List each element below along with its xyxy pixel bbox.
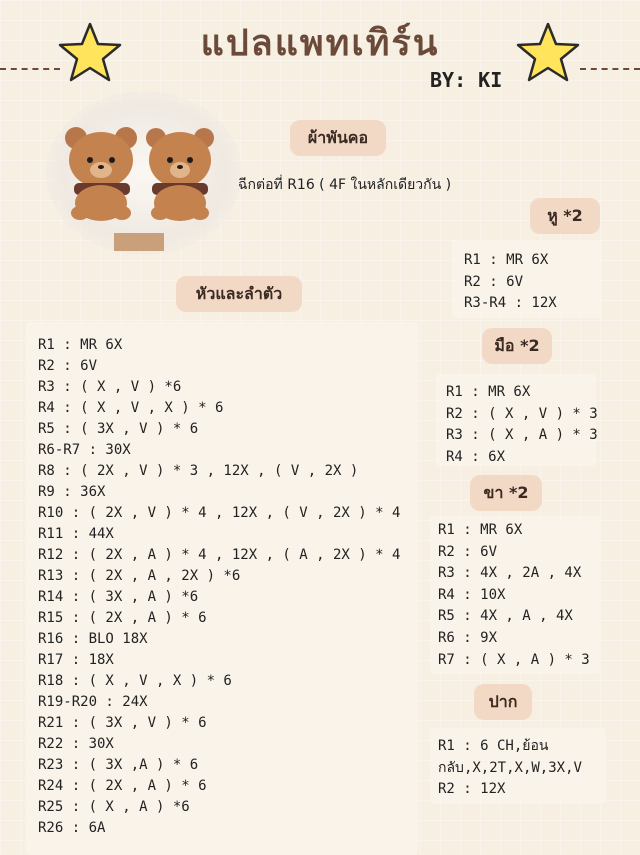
list-item: R12 : ( 2X , A ) * 4 , 12X , ( A , 2X ) * 4 — [38, 547, 401, 563]
list-item: R2 : 6V — [38, 358, 98, 374]
list-item: R2 : 6V — [438, 543, 498, 560]
list-item: R1 : MR 6X — [438, 522, 523, 538]
list-item: R14 : ( 3X , A ) *6 — [38, 589, 199, 605]
mouth-rows — [438, 736, 582, 801]
list-item: R21 : ( 3X , V ) * 6 — [38, 715, 207, 731]
list-item: R18 : ( X , V , X ) * 6 — [38, 673, 232, 689]
list-item: R15 : ( 2X , A ) * 6 — [38, 610, 207, 626]
list-item: R4 : ( X , V , X ) * 6 — [38, 400, 224, 416]
list-item: R1 : MR 6X — [464, 252, 549, 268]
list-item: R3 : ( X , A ) * 3 — [446, 427, 598, 444]
list-item: R9 : 36X — [38, 484, 106, 500]
list-item: R11 : 44X — [38, 526, 114, 542]
list-item: R25 : ( X , A ) *6 — [38, 799, 190, 815]
list-item: R2 : ( X , V ) * 3 — [446, 405, 598, 422]
ears-rows — [464, 250, 557, 315]
body-rows — [38, 335, 400, 839]
list-item: R23 : ( 3X ,A ) * 6 — [38, 757, 199, 773]
mouth-heading: ปาก — [474, 684, 532, 720]
bear-right — [146, 128, 214, 221]
list-item: R4 : 6X — [446, 448, 506, 465]
list-item: R19-R20 : 24X — [38, 694, 148, 710]
list-item: R24 : ( 2X , A ) * 6 — [38, 778, 207, 794]
list-item: R3-R4 : 12X — [464, 295, 557, 312]
list-item: R3 : 4X , 2A , 4X — [438, 565, 582, 582]
list-item: กลับ,X,2T,X,W,3X,V — [438, 759, 582, 776]
list-item: R6-R7 : 30X — [38, 442, 131, 458]
scarf-note: ฉีกต่อที่ R16 ( 4F ในหลักเดียวกัน ) — [238, 177, 452, 193]
list-item: R26 : 6A — [38, 820, 106, 836]
scarf-heading: ผ้าพันคอ — [290, 120, 386, 156]
bears-photo — [44, 88, 244, 258]
list-item: R2 : 12X — [438, 781, 506, 798]
hands-heading: มือ *2 — [482, 328, 552, 364]
ears-heading: หู *2 — [530, 198, 600, 234]
list-item: R17 : 18X — [38, 652, 114, 668]
legs-rows — [438, 520, 590, 671]
page-title: แปลแพทเทิร์น — [200, 23, 440, 64]
list-item: R1 : 6 CH,ย้อน — [438, 738, 549, 754]
author-byline: BY: KI — [430, 68, 503, 92]
list-item: R5 : 4X , A , 4X — [438, 608, 573, 625]
hands-rows — [446, 382, 598, 468]
legs-heading: ขา *2 — [470, 475, 542, 511]
list-item: R8 : ( 2X , V ) * 3 , 12X , ( V , 2X ) — [38, 463, 359, 479]
body-heading: หัวและลำตัว — [176, 276, 302, 312]
list-item: R10 : ( 2X , V ) * 4 , 12X , ( V , 2X ) * 4 — [38, 505, 401, 521]
list-item: R16 : BLO 18X — [38, 631, 148, 647]
list-item: R1 : MR 6X — [38, 337, 123, 353]
list-item: R13 : ( 2X , A , 2X ) *6 — [38, 568, 241, 584]
list-item: R4 : 10X — [438, 586, 506, 603]
list-item: R3 : ( X , V ) *6 — [38, 379, 182, 395]
list-item: R1 : MR 6X — [446, 384, 531, 400]
list-item: R7 : ( X , A ) * 3 — [438, 651, 590, 668]
list-item: R2 : 6V — [464, 273, 524, 290]
list-item: R22 : 30X — [38, 736, 114, 752]
bear-left — [65, 127, 137, 221]
list-item: R5 : ( 3X , V ) * 6 — [38, 421, 199, 437]
list-item: R6 : 9X — [438, 629, 498, 646]
